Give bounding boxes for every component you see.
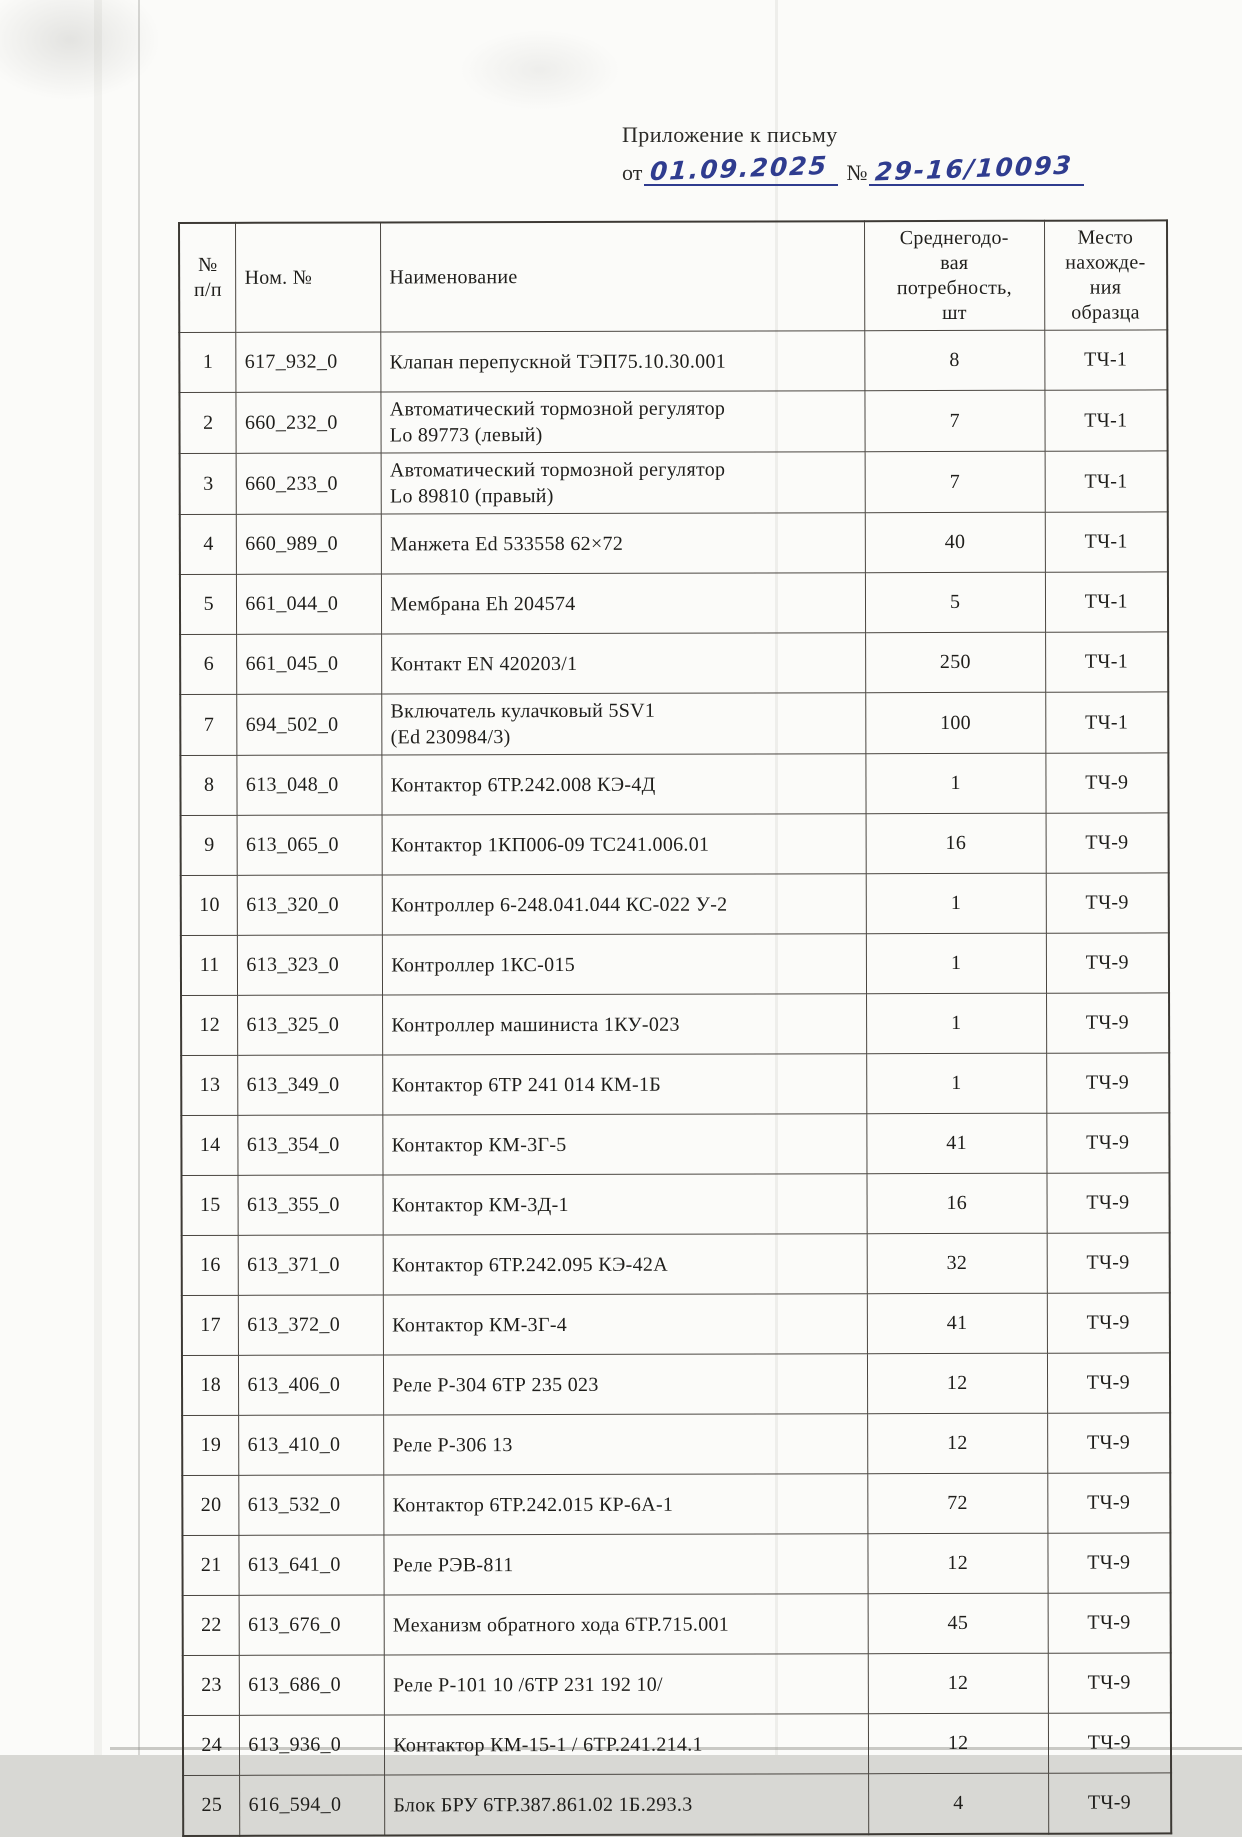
- date-blank: [644, 150, 838, 187]
- cell-name: Автоматический тормозной регулятор Lo 89773 (левый): [381, 391, 865, 453]
- cell-annual-demand: 7: [865, 451, 1045, 512]
- cell-name: Автоматический тормозной регулятор Lo 89810 (правый): [381, 452, 865, 514]
- cell-row-number: 1: [179, 332, 236, 392]
- cell-nomenclature: 660_233_0: [237, 453, 382, 514]
- cell-sample-location: ТЧ-9: [1047, 1473, 1170, 1533]
- cell-annual-demand: 1: [866, 933, 1046, 993]
- cell-nomenclature: 613_048_0: [237, 755, 382, 815]
- cell-row-number: 2: [179, 392, 236, 453]
- cell-sample-location: ТЧ-1: [1045, 632, 1168, 692]
- cell-name: Контакт EN 420203/1: [382, 633, 866, 694]
- scan-artifact-fold-line: [138, 0, 140, 1755]
- cell-nomenclature: 613_349_0: [238, 1055, 383, 1115]
- cell-annual-demand: 1: [866, 873, 1046, 933]
- cell-sample-location: ТЧ-9: [1048, 1713, 1171, 1773]
- cell-annual-demand: 5: [865, 572, 1045, 632]
- table-row: [180, 692, 1168, 756]
- cell-row-number: 22: [183, 1595, 240, 1655]
- cell-annual-demand: 12: [867, 1353, 1047, 1413]
- cell-sample-location: ТЧ-9: [1047, 1233, 1170, 1293]
- cell-row-number: 24: [183, 1715, 240, 1775]
- header-name: Наименование: [381, 221, 865, 332]
- cell-name: Контактор 6ТР 241 014 КМ-1Б: [383, 1054, 867, 1115]
- annotation-title: Приложение к письму: [622, 122, 838, 147]
- cell-row-number: 19: [182, 1415, 239, 1475]
- cell-name: Клапан перепускной ТЭП75.10.30.001: [381, 331, 865, 392]
- cell-annual-demand: 100: [866, 692, 1046, 753]
- cell-annual-demand: 12: [868, 1533, 1048, 1593]
- header-row-number: № п/п: [179, 223, 236, 333]
- number-blank: [869, 150, 1083, 187]
- cell-name: Контроллер 1КС-015: [383, 934, 867, 995]
- cell-annual-demand: 1: [866, 1053, 1046, 1113]
- spare-parts-table: [178, 219, 1172, 1837]
- cell-annual-demand: 41: [867, 1293, 1047, 1353]
- cell-sample-location: ТЧ-9: [1046, 873, 1169, 933]
- table-row: [179, 390, 1167, 454]
- cell-sample-location: ТЧ-9: [1048, 1533, 1171, 1593]
- cell-annual-demand: 72: [868, 1473, 1048, 1533]
- cell-nomenclature: 660_989_0: [237, 514, 382, 574]
- table-row: [180, 512, 1168, 575]
- cell-row-number: 12: [181, 995, 238, 1055]
- cell-annual-demand: 41: [867, 1113, 1047, 1173]
- cell-sample-location: ТЧ-1: [1045, 512, 1168, 572]
- cell-nomenclature: 613_686_0: [240, 1655, 385, 1715]
- cell-annual-demand: 7: [865, 390, 1045, 451]
- cell-annual-demand: 40: [865, 512, 1045, 572]
- table-row: [180, 451, 1168, 515]
- cell-name: Реле Р-304 6ТР 235 023: [384, 1354, 868, 1415]
- cell-row-number: 16: [182, 1235, 239, 1295]
- header-sample-location: Место нахожде- ния образца: [1044, 220, 1167, 330]
- cell-nomenclature: 613_065_0: [237, 815, 382, 875]
- cell-row-number: 15: [181, 1175, 238, 1235]
- cell-sample-location: ТЧ-9: [1045, 753, 1168, 813]
- cell-sample-location: ТЧ-9: [1046, 1113, 1169, 1173]
- scan-artifact-smudge: [460, 30, 620, 110]
- cell-name: Реле Р-101 10 /6ТР 231 192 10/: [384, 1654, 868, 1715]
- cell-annual-demand: 32: [867, 1233, 1047, 1293]
- cell-name: Мембрана Eh 204574: [382, 573, 866, 634]
- number-label: №: [846, 160, 868, 185]
- letter-annotation: [622, 122, 1102, 186]
- cell-sample-location: ТЧ-1: [1045, 390, 1168, 451]
- table-row: [181, 1053, 1169, 1116]
- table-row: [183, 1593, 1171, 1656]
- cell-row-number: 10: [181, 875, 238, 935]
- cell-name: Реле Р-306 13: [384, 1414, 868, 1475]
- cell-row-number: 4: [180, 514, 237, 574]
- cell-annual-demand: 8: [865, 330, 1045, 390]
- scan-artifact-band: [94, 0, 102, 1755]
- cell-nomenclature: 660_232_0: [236, 392, 381, 453]
- cell-annual-demand: 12: [868, 1653, 1048, 1713]
- table-body: [179, 330, 1171, 1836]
- cell-row-number: 7: [180, 694, 237, 755]
- table-row: [180, 632, 1168, 695]
- table-row: [181, 813, 1169, 876]
- table-row: [181, 1173, 1169, 1236]
- table-row: [183, 1713, 1171, 1776]
- cell-name: Контактор 6ТР.242.008 КЭ-4Д: [382, 754, 866, 815]
- cell-nomenclature: 694_502_0: [237, 694, 382, 755]
- table-row: [181, 933, 1169, 996]
- cell-nomenclature: 613_325_0: [238, 995, 383, 1055]
- cell-name: Контактор 1КП006-09 ТС241.006.01: [382, 814, 866, 875]
- cell-row-number: 3: [180, 453, 237, 514]
- cell-name: Контактор КМ-15-1 / 6ТР.241.214.1: [385, 1714, 869, 1775]
- cell-nomenclature: 613_532_0: [239, 1475, 384, 1535]
- cell-sample-location: ТЧ-9: [1046, 993, 1169, 1053]
- cell-name: Контактор 6ТР.242.015 КР-6А-1: [384, 1474, 868, 1535]
- cell-name: Контактор 6ТР.242.095 КЭ-42А: [383, 1234, 867, 1295]
- cell-sample-location: ТЧ-9: [1046, 813, 1169, 873]
- cell-nomenclature: 613_355_0: [238, 1175, 383, 1235]
- cell-row-number: 25: [183, 1775, 240, 1836]
- handwritten-date: 01.09.2025: [649, 150, 830, 187]
- from-label: от: [622, 160, 643, 185]
- cell-row-number: 14: [181, 1115, 238, 1175]
- cell-sample-location: ТЧ-9: [1048, 1653, 1171, 1713]
- cell-sample-location: ТЧ-1: [1045, 451, 1168, 512]
- table-row: [182, 1293, 1170, 1356]
- cell-name: Механизм обратного хода 6ТР.715.001: [384, 1594, 868, 1655]
- cell-name: Контроллер машиниста 1КУ-023: [383, 994, 867, 1055]
- table-row: [181, 1113, 1169, 1176]
- cell-nomenclature: 617_932_0: [236, 332, 381, 392]
- cell-annual-demand: 250: [865, 632, 1045, 692]
- cell-nomenclature: 613_320_0: [238, 875, 383, 935]
- cell-row-number: 6: [180, 634, 237, 694]
- cell-nomenclature: 613_323_0: [238, 935, 383, 995]
- cell-nomenclature: 613_406_0: [239, 1355, 384, 1415]
- cell-nomenclature: 613_371_0: [239, 1235, 384, 1295]
- cell-sample-location: ТЧ-1: [1045, 572, 1168, 632]
- cell-annual-demand: 1: [866, 753, 1046, 813]
- header-nomenclature: Ном. №: [236, 222, 381, 332]
- cell-sample-location: ТЧ-1: [1044, 330, 1167, 390]
- cell-row-number: 9: [181, 815, 238, 875]
- table-row: [182, 1473, 1170, 1536]
- cell-row-number: 21: [182, 1535, 239, 1595]
- scan-artifact-smudge: [0, 0, 160, 100]
- table-row: [183, 1773, 1171, 1836]
- cell-nomenclature: 661_044_0: [237, 574, 382, 634]
- cell-name: Контактор КМ-3Д-1: [383, 1174, 867, 1235]
- cell-annual-demand: 4: [868, 1773, 1048, 1834]
- cell-name: Блок БРУ 6ТР.387.861.02 1Б.293.3: [385, 1774, 869, 1836]
- cell-annual-demand: 12: [867, 1413, 1047, 1473]
- cell-name: Контроллер 6-248.041.044 КС-022 У-2: [382, 874, 866, 935]
- cell-row-number: 11: [181, 935, 238, 995]
- cell-sample-location: ТЧ-9: [1046, 933, 1169, 993]
- table-row: [180, 572, 1168, 635]
- table-row: [180, 753, 1168, 816]
- cell-annual-demand: 16: [866, 813, 1046, 873]
- cell-sample-location: ТЧ-9: [1048, 1773, 1171, 1834]
- cell-name: Контактор КМ-3Г-4: [384, 1294, 868, 1355]
- cell-row-number: 20: [182, 1475, 239, 1535]
- table-row: [179, 330, 1167, 393]
- header-row: [179, 220, 1167, 332]
- table-row: [181, 873, 1169, 936]
- handwritten-number: 29-16/10093: [874, 150, 1075, 187]
- table-row: [182, 1353, 1170, 1416]
- table-row: [182, 1233, 1170, 1296]
- cell-nomenclature: 613_410_0: [239, 1415, 384, 1475]
- cell-annual-demand: 1: [866, 993, 1046, 1053]
- cell-row-number: 18: [182, 1355, 239, 1415]
- cell-sample-location: ТЧ-9: [1048, 1593, 1171, 1653]
- annotation-ref-line: [622, 150, 1102, 187]
- cell-name: Включатель кулачковый 5SV1 (Ed 230984/3): [382, 693, 866, 755]
- cell-sample-location: ТЧ-1: [1045, 692, 1168, 753]
- cell-sample-location: ТЧ-9: [1046, 1053, 1169, 1113]
- cell-nomenclature: 661_045_0: [237, 634, 382, 694]
- cell-nomenclature: 613_641_0: [239, 1535, 384, 1595]
- cell-nomenclature: 616_594_0: [240, 1775, 385, 1836]
- cell-nomenclature: 613_372_0: [239, 1295, 384, 1355]
- header-annual-demand: Среднегодо- вая потребность, шт: [864, 221, 1044, 331]
- cell-row-number: 8: [180, 755, 237, 815]
- table-row: [182, 1413, 1170, 1476]
- cell-annual-demand: 45: [868, 1593, 1048, 1653]
- cell-row-number: 13: [181, 1055, 238, 1115]
- table-row: [181, 993, 1169, 1056]
- cell-nomenclature: 613_676_0: [240, 1595, 385, 1655]
- cell-row-number: 17: [182, 1295, 239, 1355]
- cell-row-number: 23: [183, 1655, 240, 1715]
- cell-nomenclature: 613_936_0: [240, 1715, 385, 1775]
- cell-sample-location: ТЧ-9: [1047, 1413, 1170, 1473]
- table-row: [182, 1533, 1170, 1596]
- table-header: [179, 220, 1167, 332]
- cell-name: Контактор КМ-3Г-5: [383, 1114, 867, 1175]
- cell-sample-location: ТЧ-9: [1047, 1353, 1170, 1413]
- cell-row-number: 5: [180, 574, 237, 634]
- cell-annual-demand: 12: [868, 1713, 1048, 1773]
- table-row: [183, 1653, 1171, 1716]
- cell-name: Реле РЭВ-811: [384, 1534, 868, 1595]
- cell-sample-location: ТЧ-9: [1047, 1173, 1170, 1233]
- cell-sample-location: ТЧ-9: [1047, 1293, 1170, 1353]
- cell-name: Манжета Ed 533558 62×72: [381, 513, 865, 574]
- cell-annual-demand: 16: [867, 1173, 1047, 1233]
- cell-nomenclature: 613_354_0: [238, 1115, 383, 1175]
